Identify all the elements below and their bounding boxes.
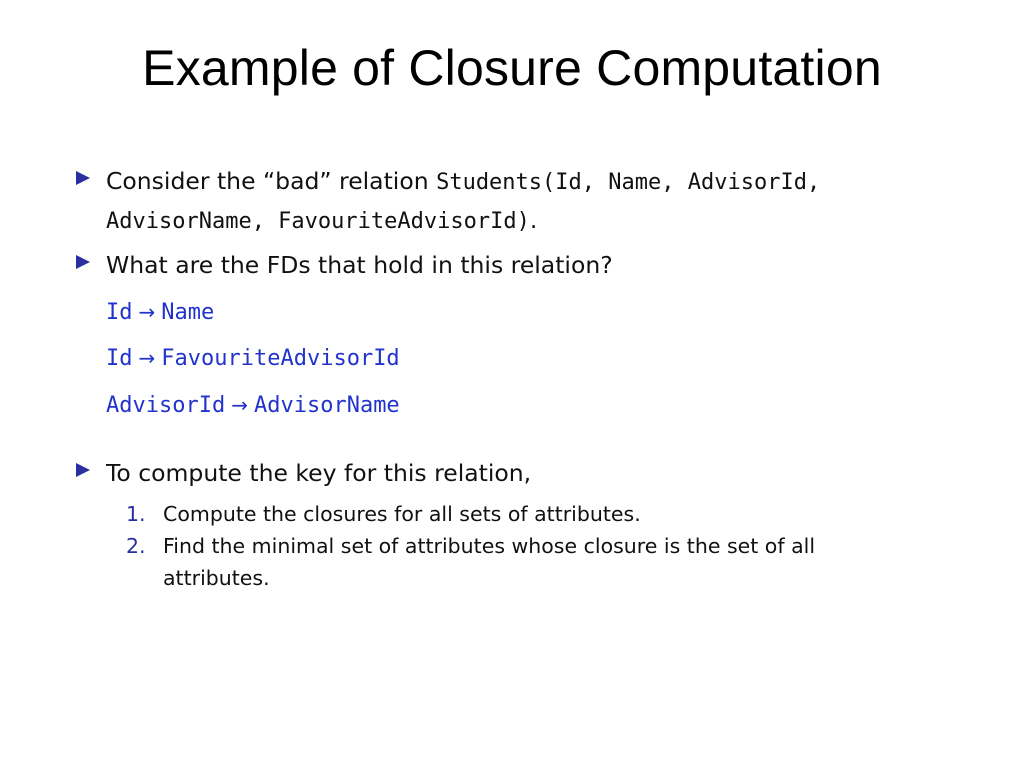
step-number: 1. xyxy=(126,502,146,526)
bullet-arrow-icon xyxy=(76,255,90,269)
fd-rhs: FavouriteAdvisorId xyxy=(161,346,400,371)
step-text xyxy=(163,530,923,594)
relation-schema-code-cont: AdvisorName, FavouriteAdvisorId) xyxy=(106,209,530,234)
step-text-line-1: Find the minimal set of attributes whose closure is the set of all xyxy=(163,534,816,558)
fd-lhs: AdvisorId xyxy=(106,393,226,418)
relation-period: . xyxy=(529,206,538,234)
bullet-text xyxy=(106,162,956,240)
bullet-line-2 xyxy=(106,201,956,240)
step-text xyxy=(163,498,923,530)
bullet-text: To compute the key for this relation, xyxy=(106,459,532,487)
fd-lhs: Id xyxy=(106,346,133,371)
fd-rhs: Name xyxy=(161,300,215,325)
relation-schema-code: Students(Id, Name, AdvisorId, xyxy=(436,170,821,195)
bullet-line-1 xyxy=(106,162,956,201)
right-arrow-icon: → xyxy=(231,393,248,417)
right-arrow-icon: → xyxy=(138,300,156,324)
step-text-line-2: attributes. xyxy=(163,566,270,590)
relation-intro-text: Consider the “bad” relation xyxy=(106,167,437,195)
bullet-arrow-icon xyxy=(76,171,90,185)
bullet-text: What are the FDs that hold in this relation? xyxy=(106,251,613,279)
bullet-arrow-icon xyxy=(76,463,90,477)
step-text-line-1: Compute the closures for all sets of attributes. xyxy=(163,502,641,526)
slide-title: Example of Closure Computation xyxy=(142,40,882,96)
fd-line xyxy=(106,297,214,328)
fd-lhs: Id xyxy=(106,300,133,325)
right-arrow-icon: → xyxy=(138,346,156,370)
fd-line xyxy=(106,390,400,421)
step-number: 2. xyxy=(126,534,146,558)
fd-line xyxy=(106,343,400,374)
fd-rhs: AdvisorName xyxy=(253,393,400,418)
